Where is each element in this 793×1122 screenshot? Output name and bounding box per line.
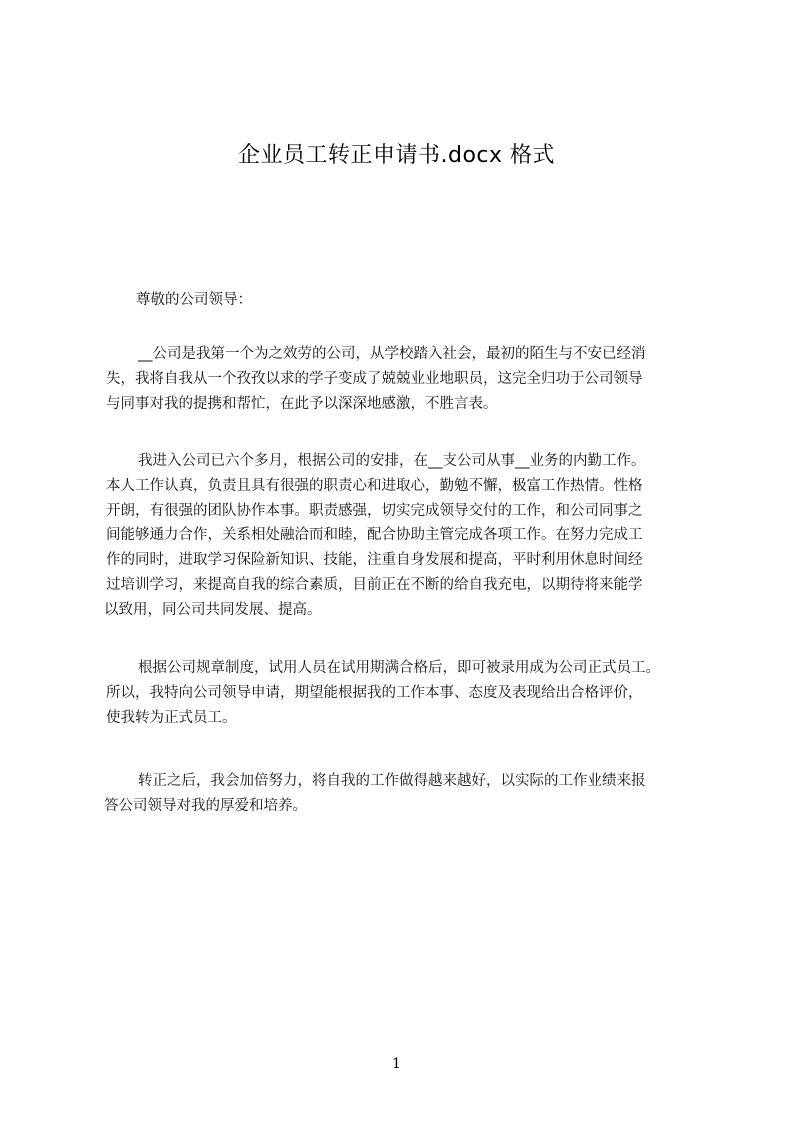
paragraph-line: 转正之后，我会加倍努力，将自我的工作做得越来越好，以实际的工作业绩来报 bbox=[138, 773, 646, 789]
paragraph-line: 间能够通力合作，关系相处融洽而和睦，配合协助主管完成各项工作。在努力完成工 bbox=[106, 527, 643, 544]
paragraph-line: 所以，我特向公司领导申请，期望能根据我的工作本事、态度及表现给出合格评价， bbox=[106, 684, 643, 701]
paragraph-line: __公司是我第一个为之效劳的公司，从学校踏入社会，最初的陌生与不安已经消 bbox=[138, 346, 646, 362]
paragraph-line: 我进入公司已六个多月，根据公司的安排，在__支公司从事__业务的内勤工作。 bbox=[138, 453, 646, 469]
paragraph-line: 使我转为正式员工。 bbox=[106, 709, 237, 726]
paragraph-4 bbox=[104, 769, 704, 819]
salutation: 尊敬的公司领导： bbox=[136, 292, 252, 308]
paragraph-1 bbox=[104, 342, 704, 416]
paragraph-line: 过培训学习，来提高自我的综合素质，目前正在不断的给自我充电，以期待将来能学 bbox=[106, 576, 643, 593]
page-number: 1 bbox=[392, 1056, 401, 1072]
paragraph-line: 根据公司规章制度，试用人员在试用期满合格后，即可被录用成为公司正式员工。 bbox=[138, 660, 660, 676]
paragraph-line: 答公司领导对我的厚爱和培养。 bbox=[104, 797, 307, 814]
paragraph-line: 以致用，同公司共同发展、提高。 bbox=[104, 601, 322, 618]
paragraph-line: 与同事对我的提携和帮忙，在此予以深深地感激，不胜言表。 bbox=[106, 395, 498, 412]
paragraph-line: 失，我将自我从一个孜孜以求的学子变成了兢兢业业地职员，这完全归功于公司领导 bbox=[106, 370, 643, 387]
paragraph-line: 本人工作认真，负责且具有很强的职责心和进取心，勤勉不懈，极富工作热情。性格 bbox=[106, 477, 643, 494]
paragraph-3 bbox=[104, 656, 704, 730]
paragraph-line: 开朗，有很强的团队协作本事。职责感强，切实完成领导交付的工作，和公司同事之 bbox=[106, 502, 643, 519]
paragraph-2 bbox=[104, 449, 704, 623]
document-title: 企业员工转正申请书.docx 格式 bbox=[237, 143, 556, 168]
paragraph-line: 作的同时，进取学习保险新知识、技能，注重自身发展和提高，平时利用休息时间经 bbox=[106, 552, 643, 569]
